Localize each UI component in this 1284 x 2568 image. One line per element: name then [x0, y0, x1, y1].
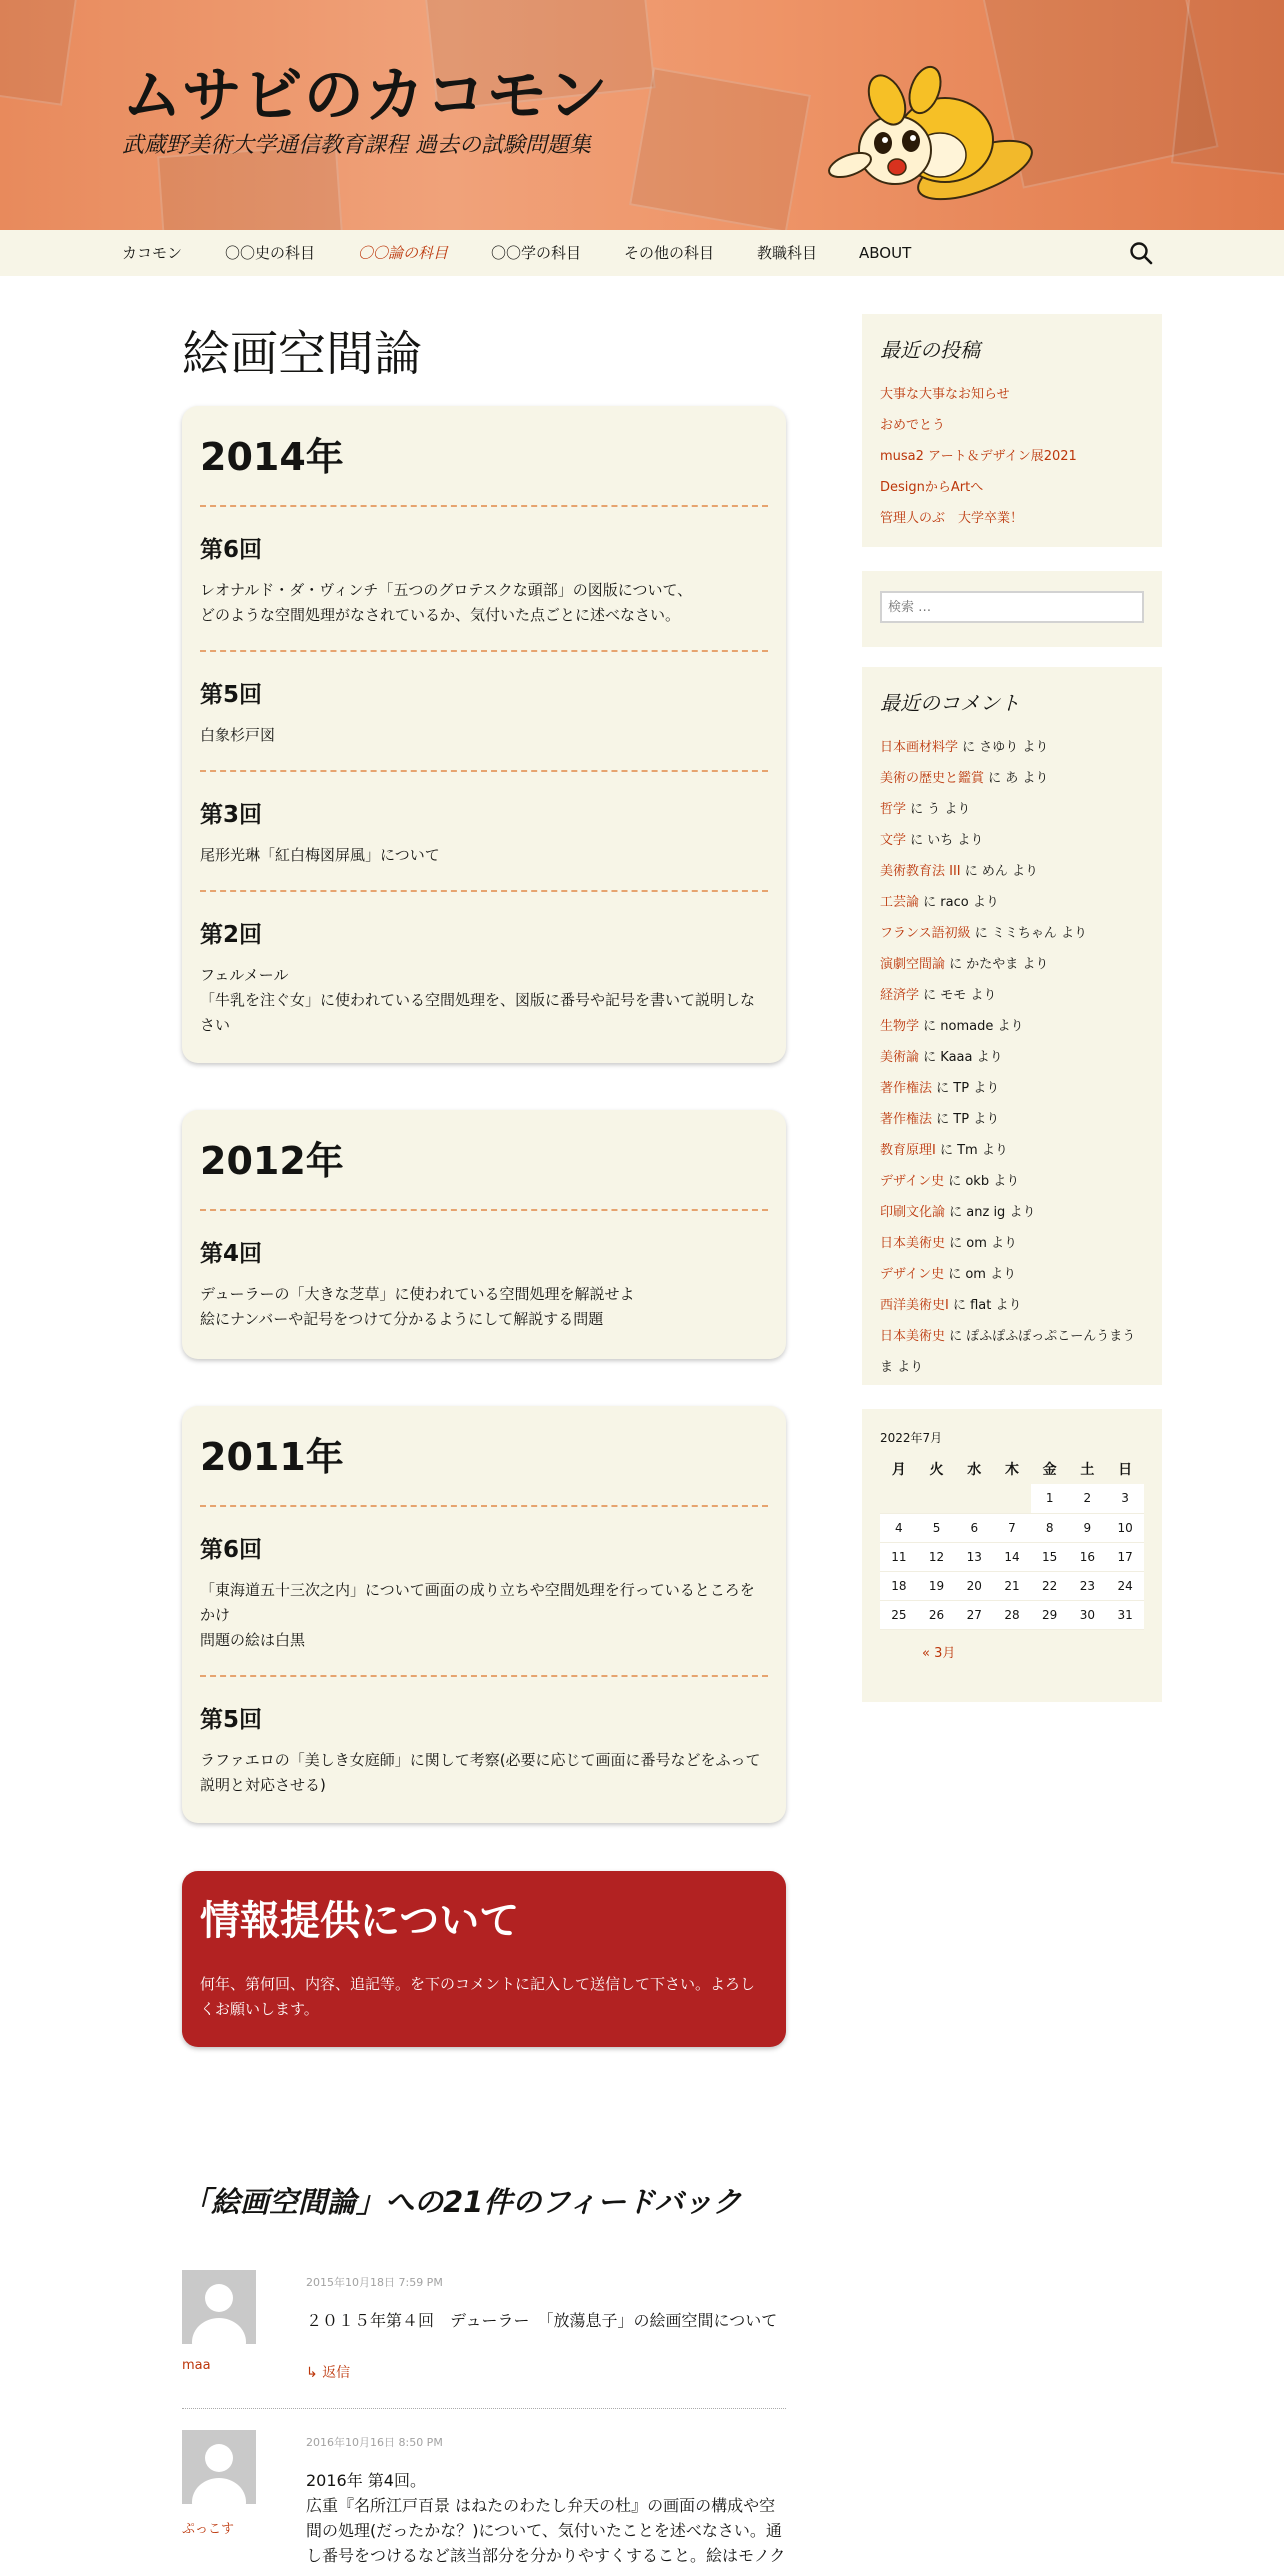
calendar-day: 26 — [918, 1600, 956, 1629]
recent-comment-article-link[interactable]: デザイン史 — [880, 1267, 945, 1282]
nav-item-theory-subjects[interactable]: 〇〇論の科目 — [358, 244, 449, 262]
reply-link[interactable] — [306, 2362, 350, 2382]
calendar-day: 19 — [918, 1571, 956, 1600]
widget-title: 最近の投稿 — [880, 338, 980, 362]
recent-comment-author: に om より — [945, 1236, 1018, 1251]
exam-section — [200, 1507, 768, 1677]
calendar-day: 12 — [918, 1542, 956, 1571]
year-card-2014 — [182, 406, 786, 1063]
calendar-day: 2 — [1069, 1484, 1107, 1513]
recent-comment-article-link[interactable]: 教育原理Ⅰ — [880, 1143, 936, 1158]
calendar-day: 15 — [1031, 1542, 1069, 1571]
recent-post-link[interactable]: おめでとう — [880, 418, 946, 433]
recent-comment-item — [880, 980, 1144, 1011]
header-book-decoration — [629, 67, 811, 230]
calendar-day: 24 — [1106, 1571, 1144, 1600]
calendar-day: 6 — [955, 1513, 993, 1542]
recent-comment-item — [880, 1197, 1144, 1228]
comment-text: 2016年 第4回。 広重『名所江戸百景 はねたのわたし弁天の杜』の画面の構成や空間の処理(だったかな？)について、気付いたことを述べなさい。通し番号をつけるなど該当部分を分かりやすくすること。絵はモノク — [306, 2471, 786, 2565]
calendar-empty-cell — [918, 1484, 956, 1513]
calendar-day: 11 — [880, 1542, 918, 1571]
exam-round-title: 第5回 — [200, 1707, 263, 1733]
calendar-day: 27 — [955, 1600, 993, 1629]
search-icon[interactable] — [1128, 240, 1154, 266]
widget-recent-comments — [862, 667, 1162, 1385]
calendar-day: 30 — [1069, 1600, 1107, 1629]
nav-item-kakomon[interactable]: カコモン — [122, 244, 183, 262]
recent-comment-author: に いち より — [906, 833, 984, 848]
recent-comment-article-link[interactable]: 演劇空間論 — [880, 957, 946, 972]
widget-recent-posts — [862, 314, 1162, 547]
recent-comment-article-link[interactable]: 日本画材料学 — [880, 740, 959, 755]
calendar-table — [880, 1454, 1144, 1630]
calendar-day: 28 — [993, 1600, 1031, 1629]
header-book-decoration — [1171, 0, 1284, 176]
site-title[interactable]: ムサビのカコモン — [122, 61, 609, 131]
recent-comment-article-link[interactable]: 美術教育法 III — [880, 864, 961, 879]
exam-section — [200, 652, 768, 772]
info-title: 情報提供について — [200, 1898, 520, 1944]
nav-item-other-subjects[interactable]: その他の科目 — [624, 244, 715, 262]
recent-post-link[interactable]: musa2 アート＆デザイン展2021 — [880, 449, 1077, 464]
nav-item-about[interactable]: ABOUT — [859, 244, 912, 262]
calendar-day: 3 — [1106, 1484, 1144, 1513]
calendar-day: 20 — [955, 1571, 993, 1600]
search-input[interactable] — [880, 591, 1144, 623]
widget-title: 最近のコメント — [880, 691, 1020, 715]
calendar-day: 29 — [1031, 1600, 1069, 1629]
exam-section — [200, 1211, 768, 1350]
recent-comment-author: に かたやま より — [945, 957, 1049, 972]
card-year-heading: 2011年 — [200, 1426, 768, 1507]
recent-comment-article-link[interactable]: 美術論 — [880, 1050, 920, 1065]
default-avatar-icon — [182, 2270, 256, 2344]
calendar-weekday: 日 — [1118, 1462, 1133, 1478]
card-year-heading: 2012年 — [200, 1130, 768, 1211]
calendar-day: 23 — [1069, 1571, 1107, 1600]
exam-question: 「東海道五十三次之内」について画面の成り立ちや空間処理を行っているところをかけ 問題の絵は白黒 — [200, 1581, 755, 1649]
calendar-weekday: 土 — [1080, 1462, 1095, 1478]
recent-comment-item — [880, 887, 1144, 918]
exam-question: デューラーの「大きな芝草」に使われている空間処理を解説せよ 絵にナンバーや記号をつけて分かるようにして解説する問題 — [200, 1285, 635, 1328]
recent-comment-item — [880, 949, 1144, 980]
card-year-heading: 2014年 — [200, 426, 768, 507]
recent-comment-item — [880, 1259, 1144, 1290]
calendar-weekday: 金 — [1042, 1462, 1057, 1478]
recent-comment-author: に anz ig より — [945, 1205, 1036, 1220]
year-card-2011 — [182, 1406, 786, 1823]
calendar-day: 18 — [880, 1571, 918, 1600]
recent-comment-item — [880, 732, 1144, 763]
exam-question: フェルメール 「牛乳を注ぐ女」に使われている空間処理を、図版に番号や記号を書いて説明しなさい — [200, 966, 756, 1034]
calendar-day: 14 — [993, 1542, 1031, 1571]
recent-comment-author: に めん より — [960, 864, 1039, 879]
recent-comment-article-link[interactable]: 経済学 — [880, 988, 920, 1003]
recent-comment-item — [880, 1073, 1144, 1104]
reply-label: 返信 — [322, 2365, 351, 2381]
recent-comment-item — [880, 918, 1144, 949]
recent-comment-author: に さゆり より — [958, 740, 1049, 755]
calendar-day: 17 — [1106, 1542, 1144, 1571]
calendar-caption: 2022年7月 — [880, 1431, 943, 1445]
recent-comment-author: に okb より — [944, 1174, 1020, 1189]
recent-comment-item — [880, 763, 1144, 794]
recent-comment-author: に raco より — [919, 895, 999, 910]
recent-comment-item — [880, 794, 1144, 825]
recent-comment-item — [880, 856, 1144, 887]
info-body: 何年、第何回、内容、追記等。を下のコメントに記入して送信して下さい。よろしくお願いします。 — [200, 1975, 756, 2018]
recent-comment-article-link[interactable]: 印刷文化論 — [880, 1205, 946, 1220]
avatar — [182, 2270, 256, 2344]
comment-item — [182, 2430, 786, 2568]
recent-comment-author: に あ より — [984, 771, 1049, 786]
calendar-empty-cell — [880, 1484, 918, 1513]
exam-round-title: 第4回 — [200, 1241, 263, 1267]
comment-divider — [182, 2408, 786, 2409]
recent-comment-author: に Kaaa より — [919, 1050, 1003, 1065]
calendar-prev-month-link[interactable]: « 3月 — [922, 1645, 956, 1661]
calendar-day: 21 — [993, 1571, 1031, 1600]
exam-section — [200, 507, 768, 652]
recent-comment-author: に モモ より — [919, 988, 997, 1003]
recent-comments-list — [880, 732, 1144, 1383]
mascot-logo-icon — [815, 55, 1045, 220]
calendar-day: 4 — [880, 1513, 918, 1542]
recent-comment-item — [880, 1104, 1144, 1135]
calendar-weekday: 火 — [929, 1462, 944, 1478]
comment-text: ２０１５年第４回 デューラー 「放蕩息子」の絵画空間について — [306, 2311, 778, 2330]
calendar-weekday: 木 — [1004, 1462, 1019, 1478]
recent-comment-article-link[interactable]: 著作権法 — [880, 1081, 933, 1096]
comment-item — [182, 2270, 786, 2400]
calendar-day: 13 — [955, 1542, 993, 1571]
recent-comment-article-link[interactable]: 工芸論 — [880, 895, 920, 910]
site-header — [0, 0, 1284, 230]
recent-comment-author: に nomade より — [919, 1019, 1024, 1034]
recent-comment-article-link[interactable]: デザイン史 — [880, 1174, 945, 1189]
exam-question: 尾形光琳「紅白梅図屏風」について — [200, 846, 440, 864]
calendar-day: 22 — [1031, 1571, 1069, 1600]
recent-comment-author: に Tm より — [935, 1143, 1008, 1158]
widget-search — [862, 571, 1162, 647]
comment-date[interactable]: 2016年10月16日 8:50 PM — [306, 2436, 443, 2449]
calendar-day: 9 — [1069, 1513, 1107, 1542]
calendar-weekday: 月 — [891, 1462, 906, 1478]
comments-title: 「絵画空間論」への21件のフィードバック — [182, 2185, 742, 2219]
exam-section — [200, 892, 768, 1056]
reply-arrow-icon: ↳ — [306, 2365, 323, 2381]
recent-comment-item — [880, 1042, 1144, 1073]
calendar-empty-cell — [993, 1484, 1031, 1513]
calendar-day: 31 — [1106, 1600, 1144, 1629]
recent-comment-item — [880, 1011, 1144, 1042]
nav-item-study-subjects[interactable]: 〇〇学の科目 — [491, 244, 582, 262]
year-card-2012 — [182, 1110, 786, 1359]
recent-comment-author: に TP より — [932, 1112, 1000, 1127]
exam-round-title: 第6回 — [200, 537, 263, 563]
exam-section — [200, 1677, 768, 1816]
exam-round-title: 第6回 — [200, 1537, 263, 1563]
recent-comment-article-link[interactable]: 哲学 — [880, 802, 907, 817]
site-description: 武蔵野美術大学通信教育課程 過去の試験問題集 — [122, 133, 591, 158]
calendar-day: 25 — [880, 1600, 918, 1629]
recent-comment-article-link[interactable]: 日本美術史 — [880, 1236, 946, 1251]
exam-round-title: 第3回 — [200, 802, 263, 828]
exam-round-title: 第2回 — [200, 922, 263, 948]
recent-comment-item — [880, 1321, 1144, 1383]
default-avatar-icon — [182, 2430, 256, 2504]
calendar-day: 1 — [1031, 1484, 1069, 1513]
recent-comment-article-link[interactable]: 美術の歴史と鑑賞 — [880, 771, 985, 786]
recent-comment-author: に ぽふぽふぽっぷこーんうまうま より — [880, 1329, 1136, 1375]
recent-comment-author: に う より — [906, 802, 971, 817]
calendar-day: 5 — [918, 1513, 956, 1542]
calendar-day: 8 — [1031, 1513, 1069, 1542]
recent-post-link[interactable]: 管理人のぶ 大学卒業！ — [880, 511, 1024, 526]
recent-comment-article-link[interactable]: 文学 — [880, 833, 907, 848]
nav-item-history-subjects[interactable]: 〇〇史の科目 — [225, 244, 316, 262]
exam-question: レオナルド・ダ・ヴィンチ「五つのグロテスクな頭部」の図版について、 どのような空間処理がなされているか、気付いた点ごとに述べなさい。 — [200, 581, 693, 624]
exam-section — [200, 772, 768, 892]
recent-comment-author: に flat より — [948, 1298, 1022, 1313]
recent-comment-author: に ミミちゃん より — [970, 926, 1088, 941]
widget-calendar — [862, 1409, 1162, 1702]
comment-author[interactable]: ぷっこす — [182, 2522, 235, 2537]
calendar-day: 16 — [1069, 1542, 1107, 1571]
avatar — [182, 2430, 256, 2504]
calendar-empty-cell — [955, 1484, 993, 1513]
comment-author[interactable]: maa — [182, 2358, 211, 2373]
recent-comment-item — [880, 1135, 1144, 1166]
page-title: 絵画空間論 — [182, 326, 423, 382]
recent-comment-item — [880, 1166, 1144, 1197]
recent-comment-item — [880, 1290, 1144, 1321]
recent-post-link[interactable]: 大事な大事なお知らせ — [880, 387, 1010, 402]
recent-comment-article-link[interactable]: 日本美術史 — [880, 1329, 946, 1344]
recent-comment-author: に om より — [944, 1267, 1017, 1282]
exam-question: 白象杉戸図 — [200, 726, 276, 744]
nav-item-teaching-subjects[interactable]: 教職科目 — [757, 244, 818, 262]
recent-comment-item — [880, 825, 1144, 856]
recent-comment-article-link[interactable]: 西洋美術史Ⅰ — [880, 1298, 949, 1313]
recent-comment-author: に TP より — [932, 1081, 1000, 1096]
recent-post-link[interactable]: DesignからArtへ — [880, 480, 984, 495]
recent-comment-item — [880, 1228, 1144, 1259]
comment-date[interactable]: 2015年10月18日 7:59 PM — [306, 2276, 443, 2289]
recent-comment-article-link[interactable]: 著作権法 — [880, 1112, 933, 1127]
recent-comment-article-link[interactable]: 生物学 — [880, 1019, 920, 1034]
calendar-weekday: 水 — [967, 1462, 982, 1478]
exam-question: ラファエロの「美しき女庭師」に関して考察(必要に応じて画面に番号などをふって説明と対応させる) — [200, 1751, 761, 1794]
info-notice-box — [182, 1871, 786, 2047]
main-navigation — [0, 230, 1284, 276]
header-book-decoration — [0, 0, 77, 106]
exam-round-title: 第5回 — [200, 682, 263, 708]
recent-comment-article-link[interactable]: フランス語初級 — [880, 926, 971, 941]
calendar-day: 10 — [1106, 1513, 1144, 1542]
calendar-day: 7 — [993, 1513, 1031, 1542]
